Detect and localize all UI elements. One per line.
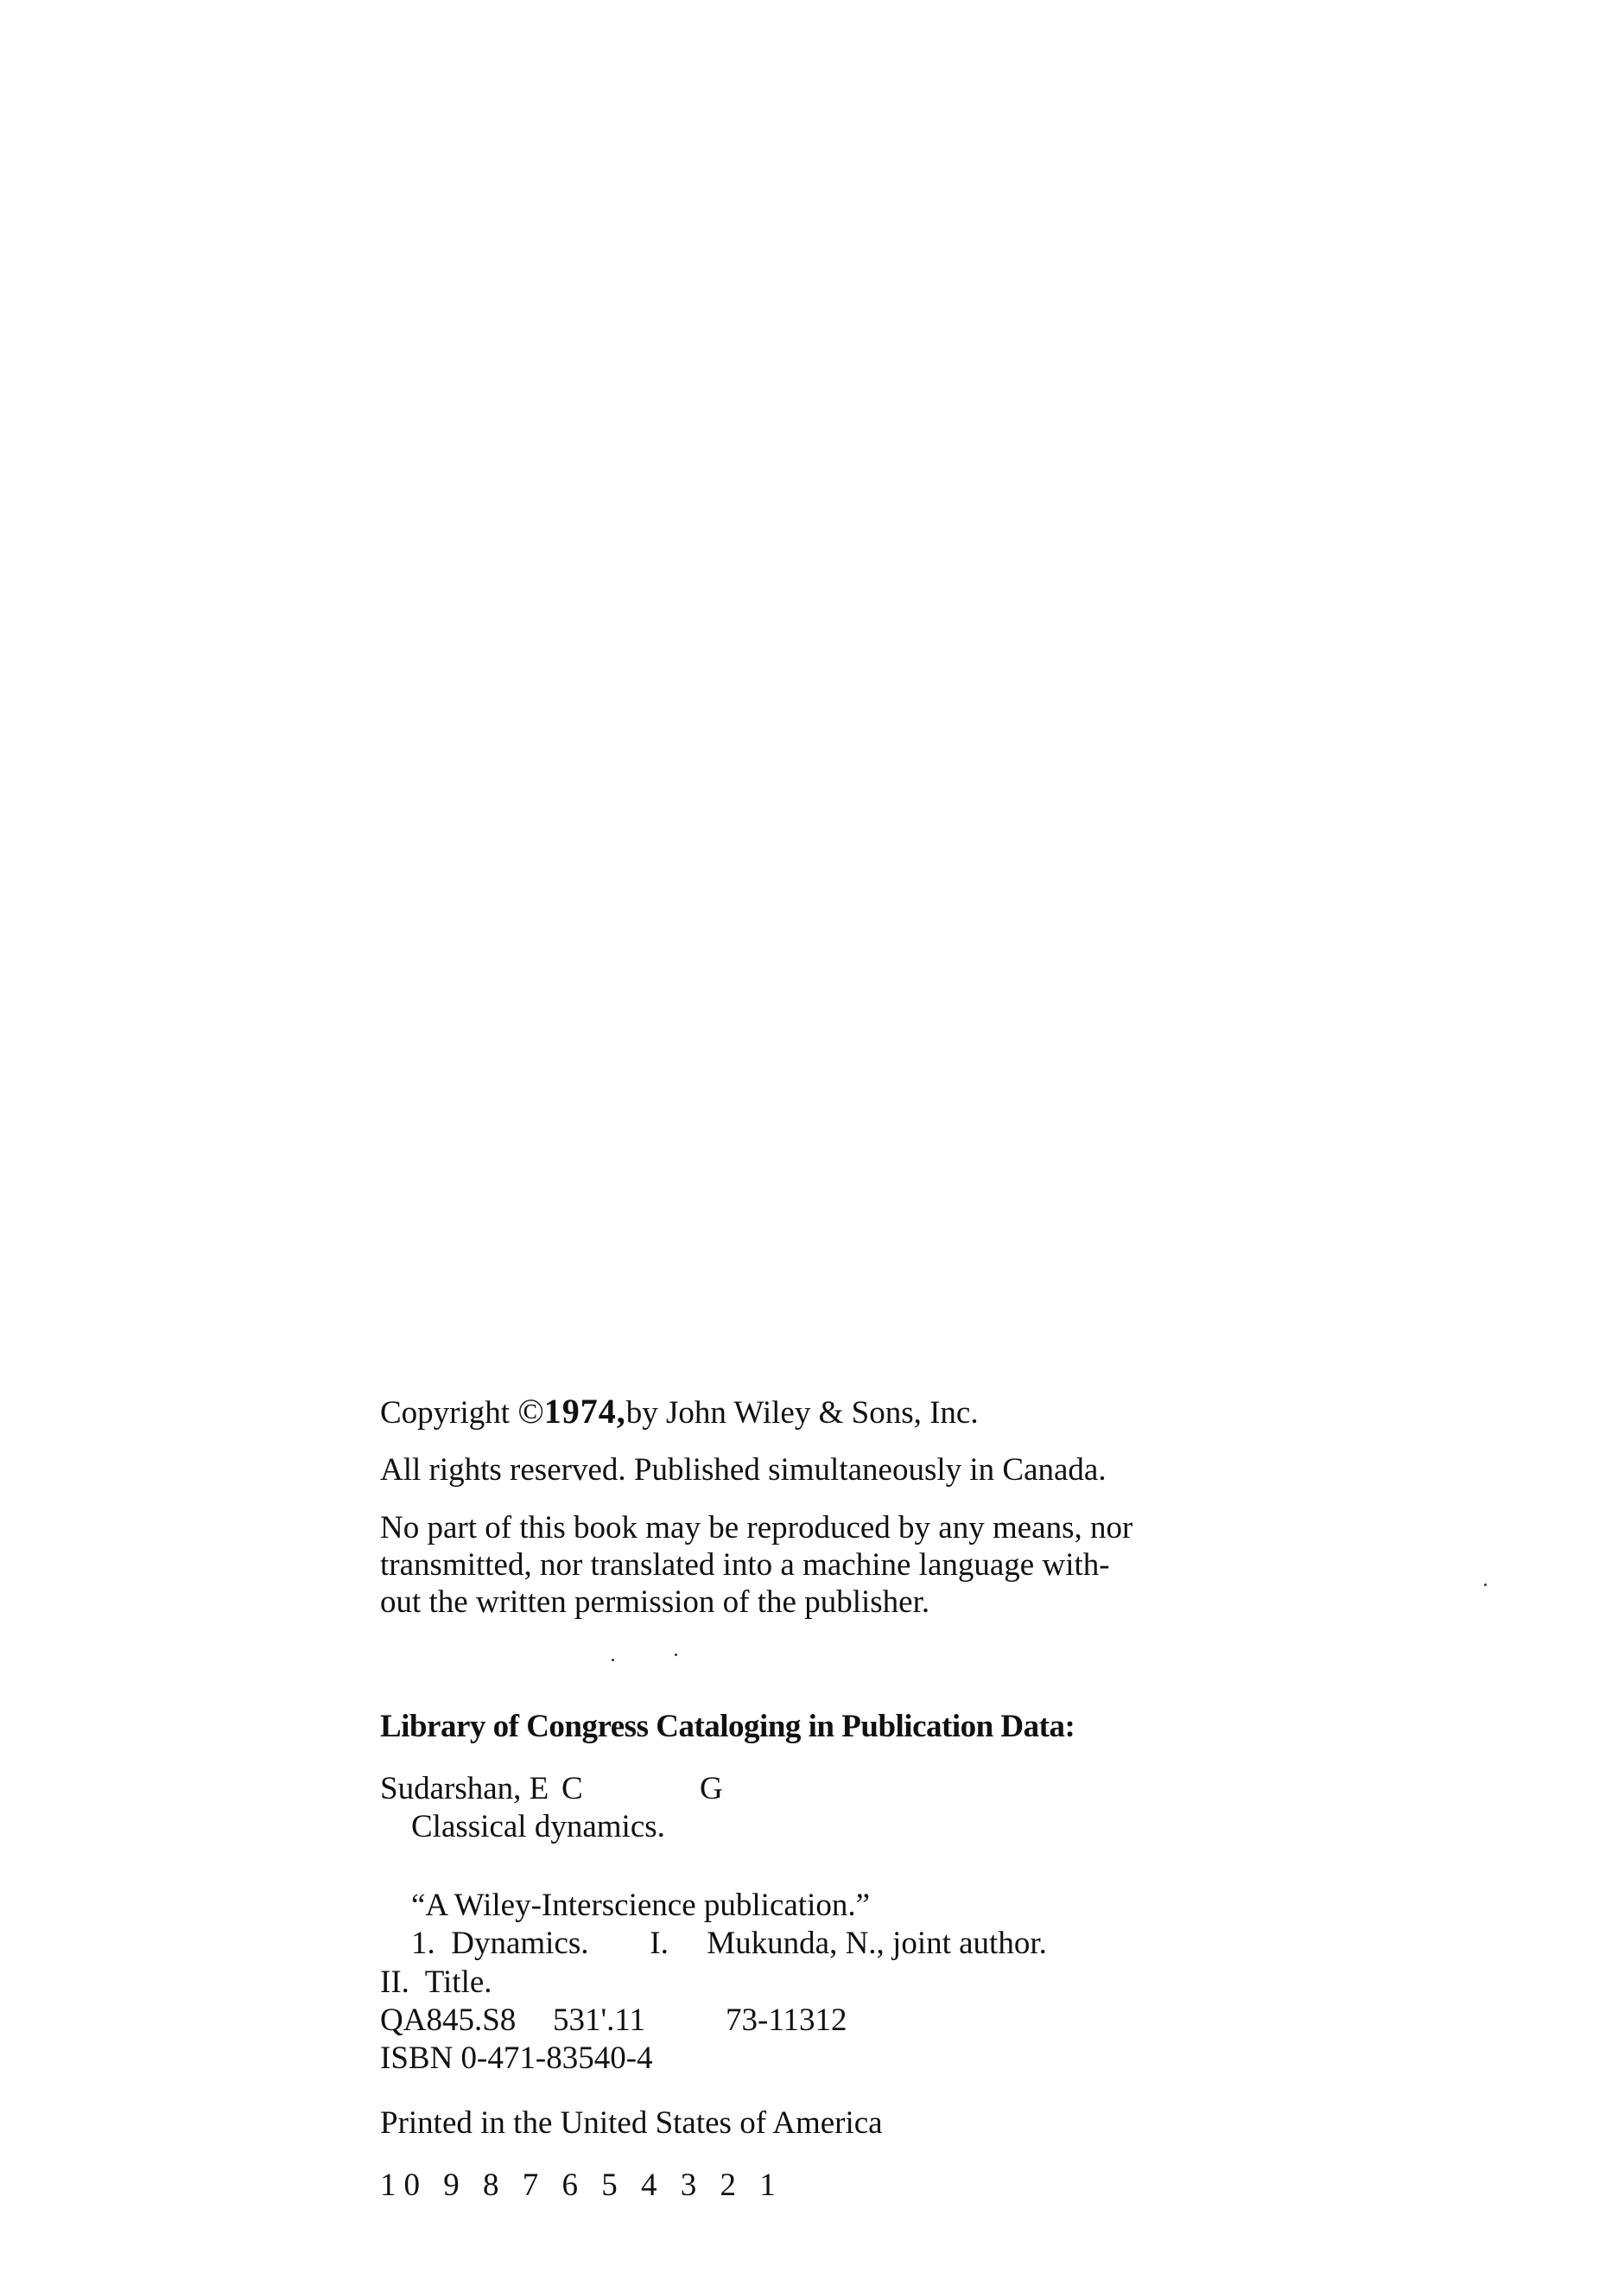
scan-speck	[1484, 1584, 1487, 1586]
cip-lccn: 73-11312	[726, 2002, 847, 2038]
printing-line: 10 9 8 7 6 5 4 3 2 1	[380, 2168, 783, 2204]
cip-series-note: “A Wiley-Interscience publication.”	[411, 1887, 871, 1923]
cip-classification-line	[380, 2002, 1244, 2040]
cip-subject-line	[380, 1925, 1244, 1963]
copyright-line	[380, 1391, 1244, 1432]
cip-joint-author: Mukunda, N., joint author.	[707, 1926, 1047, 1962]
rights-line: All rights reserved. Published simultaneously in Canada.	[380, 1452, 1107, 1488]
copyright-year: 1974,	[543, 1392, 626, 1431]
scan-speck	[612, 1659, 614, 1661]
cip-author-initial-c: C	[561, 1771, 583, 1807]
cip-isbn: ISBN 0-471-83540-4	[380, 2041, 653, 2077]
cip-author-line	[380, 1770, 1244, 1808]
cip-subject-num: 1.	[411, 1926, 435, 1962]
cip-subject-name: Dynamics.	[451, 1926, 589, 1962]
permission-line-2: transmitted, nor translated into a machine language with-	[380, 1547, 1110, 1584]
permission-line-1: No part of this book may be reproduced by any means, nor	[380, 1509, 1133, 1546]
permission-line-3: out the written permission of the publisher.	[380, 1584, 930, 1621]
cip-title-line: Classical dynamics.	[411, 1809, 665, 1845]
cip-author-name: Sudarshan, E	[380, 1771, 549, 1807]
copyright-symbol: ©	[517, 1392, 544, 1431]
scan-speck	[675, 1653, 677, 1656]
cip-dewey-number: 531'.11	[553, 2002, 646, 2038]
copyright-holder: by John Wiley & Sons, Inc.	[625, 1395, 979, 1431]
copyright-page	[380, 1391, 1244, 2206]
copyright-prefix: Copyright	[380, 1395, 518, 1431]
cip-title-entry: II. Title.	[380, 1964, 492, 2000]
cip-lc-number: QA845.S8	[380, 2002, 517, 2038]
cip-heading: Library of Congress Cataloging in Publication Data:	[380, 1708, 1075, 1744]
cip-subject-roman: I.	[650, 1926, 669, 1962]
printed-line: Printed in the United States of America	[380, 2104, 883, 2141]
permission-paragraph	[380, 1509, 1244, 1622]
cip-author-initial-g: G	[700, 1771, 723, 1807]
